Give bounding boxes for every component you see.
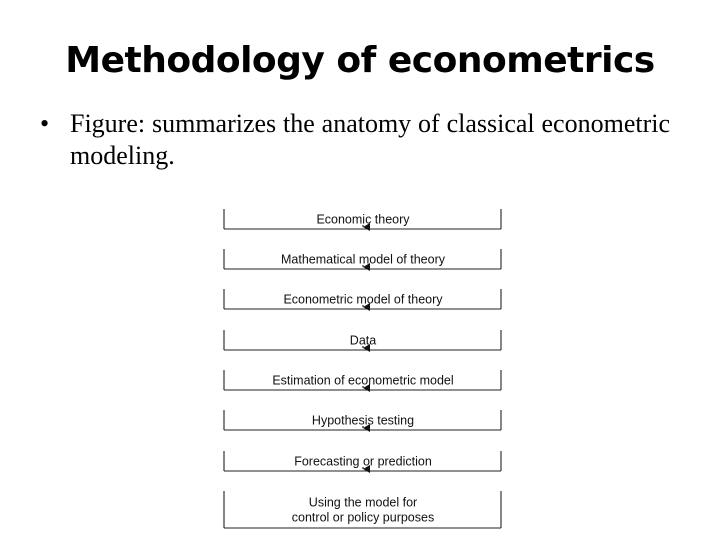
slide-title: Methodology of econometrics [65, 40, 655, 81]
flow-step-label: Econometric model of theory [283, 292, 443, 307]
flow-step-label: Forecasting or prediction [294, 454, 432, 469]
flow-step-label: Hypothesis testing [311, 413, 415, 428]
flow-step-label: Using the model for [308, 495, 418, 510]
bullet-text: Figure: summarizes the anatomy of classical econometric modeling. [70, 109, 670, 170]
flow-step-label: control or policy purposes [291, 510, 435, 525]
flow-step-label: Data [349, 333, 377, 348]
flow-step-label: Estimation of econometric model [272, 373, 454, 388]
bullet-marker: • [40, 109, 50, 138]
flow-step [224, 491, 501, 528]
flow-step-label: Economic theory [316, 212, 410, 227]
flow-step-label: Mathematical model of theory [281, 252, 445, 267]
